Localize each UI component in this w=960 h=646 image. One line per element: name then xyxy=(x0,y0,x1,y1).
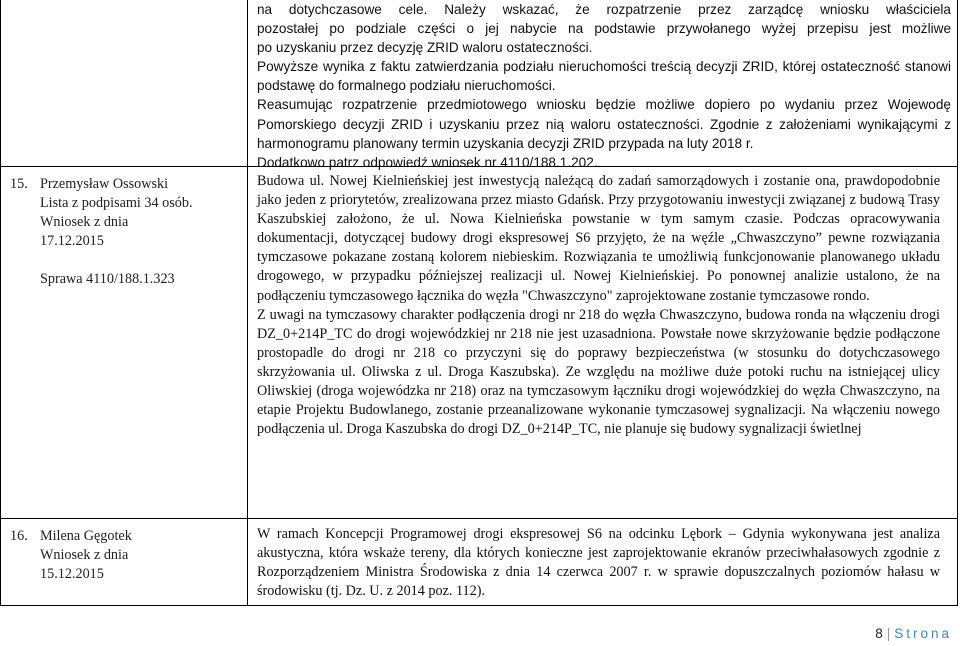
continuation-line-2: pozostałej po podziale części o jej nabycie na podstawie przywołanego wyżej przepisu jest możliwe xyxy=(257,21,951,37)
page-footer xyxy=(875,626,952,641)
request-date: 15.12.2015 xyxy=(40,566,104,582)
page-label: Strona xyxy=(894,626,952,641)
row-15-response-cell xyxy=(257,172,940,439)
row-16-requester-cell xyxy=(10,527,242,584)
table-left-border xyxy=(0,0,1,605)
page-number: 8 xyxy=(875,626,883,641)
continuation-line-3: po uzyskaniu przez decyzję ZRID waloru ostateczności. xyxy=(257,40,593,56)
response-paragraph-acoustic: W ramach Koncepcji Programowej drogi ekspresowej S6 na odcinku Lębork – Gdynia wykonywana jest analiza akustyczna, która wskaże tereny, dla których konieczne jest zaprojektowanie ekranów przeciwhałasowych zgodnie z Rozporządzeniem Ministra Środowiska z dnia 14 czerwca 2007 r. w sprawie dopuszczalnych poziomów hałasu w środowisku (tj. Dz. U. z 2014 poz. 112). xyxy=(257,526,940,600)
requester-signatures: Lista z podpisami 34 osób. xyxy=(40,195,193,211)
response-paragraph-kielnienska: Budowa ul. Nowej Kielnieńskiej jest inwestycją należącą do zadań samorządowych i zostanie ona, prawdopodobnie jako jeden z priorytetów, zrealizowana przez miasto Gdańsk. Przy przygotowaniu inwestycji związanej z budową Trasy Kaszubskiej założono, że ul. Nowa Kielnieńska powstanie w tym samym czasie. Podczas opracowywania dokumentacji, dotyczącej budowy drogi ekspresowej S6 przyjęto, że na węźle „Chwaszczyno” pewne rozwiązania tymczasowe pokazane zostaną kolorem niebieskim. Rozwiązania te umożliwią funkcjonowanie planowanego układu drogowego, w przypadku późniejszej realizacji ul. Nowej Kielnieńskiej. Po ponownej analizie ustalono, że na podłączeniu tymczasowego łącznika do węzła "Chwaszczyno" zaprojektowane zostanie tymczasowe rondo. xyxy=(257,173,940,304)
request-date: 17.12.2015 xyxy=(40,233,104,249)
continuation-reference: Dodatkowo patrz odpowiedź wniosek nr 4110/188.1.202. xyxy=(257,154,598,170)
table-column-divider xyxy=(247,0,248,605)
requester-name: Milena Gęgotek xyxy=(40,528,132,544)
continuation-line-1: na dotychczasowe cele. Należy wskazać, że rozpatrzenie przez zarządcę wniosku właściciela xyxy=(257,2,951,17)
requester-name: Przemysław Ossowski xyxy=(40,176,169,192)
row-continuation-cell xyxy=(257,0,951,172)
response-paragraph-road-218: Z uwagi na tymczasowy charakter podłączenia drogi nr 218 do węzła Chwaszczyno, budowa ronda na włączeniu drogi DZ_0+214P_TC do drogi wojewódzkiej nr 218 nie jest uzasadniona. Powstałe nowe skrzyżowanie będzie podłączone prostopadle do drogi nr 218 co przyczyni się do poprawy bezpieczeństwa (w stosunku do dotychczasowego skrzyżowania ul. Oliwska z ul. Droga Kaszubska). Ze względu na możliwe duże potoki ruchu na istniejącej ulicy Oliwskiej (droga wojewódzka nr 218) oraz na tymczasowym łączniku drogi wojewódzkiej do węzła Chwaszczyno, na etapie Projektu Budowlanego, zostanie przeanalizowane wykonanie tymczasowej sygnalizacji. Na włączeniu nowego podłączenia ul. Droga Kaszubska do drogi DZ_0+214P_TC, nie planuje się budowy sygnalizacji świetlnej xyxy=(257,306,940,438)
row-number: 16. xyxy=(10,528,28,544)
row-divider-16 xyxy=(0,518,958,519)
row-number: 15. xyxy=(10,176,28,192)
row-16-response-cell xyxy=(257,525,940,601)
table-bottom-border xyxy=(0,605,958,606)
case-number: Sprawa 4110/188.1.323 xyxy=(40,271,175,287)
footer-separator: | xyxy=(886,626,891,641)
request-date-label: Wniosek z dnia xyxy=(40,214,129,230)
table-right-border xyxy=(957,0,958,605)
continuation-paragraph-zrid: Powyższe wynika z faktu zatwierdzania podziału nieruchomości treścią decyzji ZRID, której ostateczność stanowi podstawę do formalnego podziału nieruchomości. xyxy=(257,59,951,94)
row-15-requester-cell xyxy=(10,175,242,289)
continuation-paragraph-summary: Reasumując rozpatrzenie przedmiotowego wniosku będzie możliwe dopiero po wydaniu przez Wojewodę Pomorskiego decyzji ZRID i uzyskaniu przez nią waloru ostateczności. Zgodnie z założeniami wynikającymi z harmonogramu planowany termin uzyskania decyzji ZRID przypada na luty 2018 r. xyxy=(257,97,951,151)
request-date-label: Wniosek z dnia xyxy=(40,547,129,563)
